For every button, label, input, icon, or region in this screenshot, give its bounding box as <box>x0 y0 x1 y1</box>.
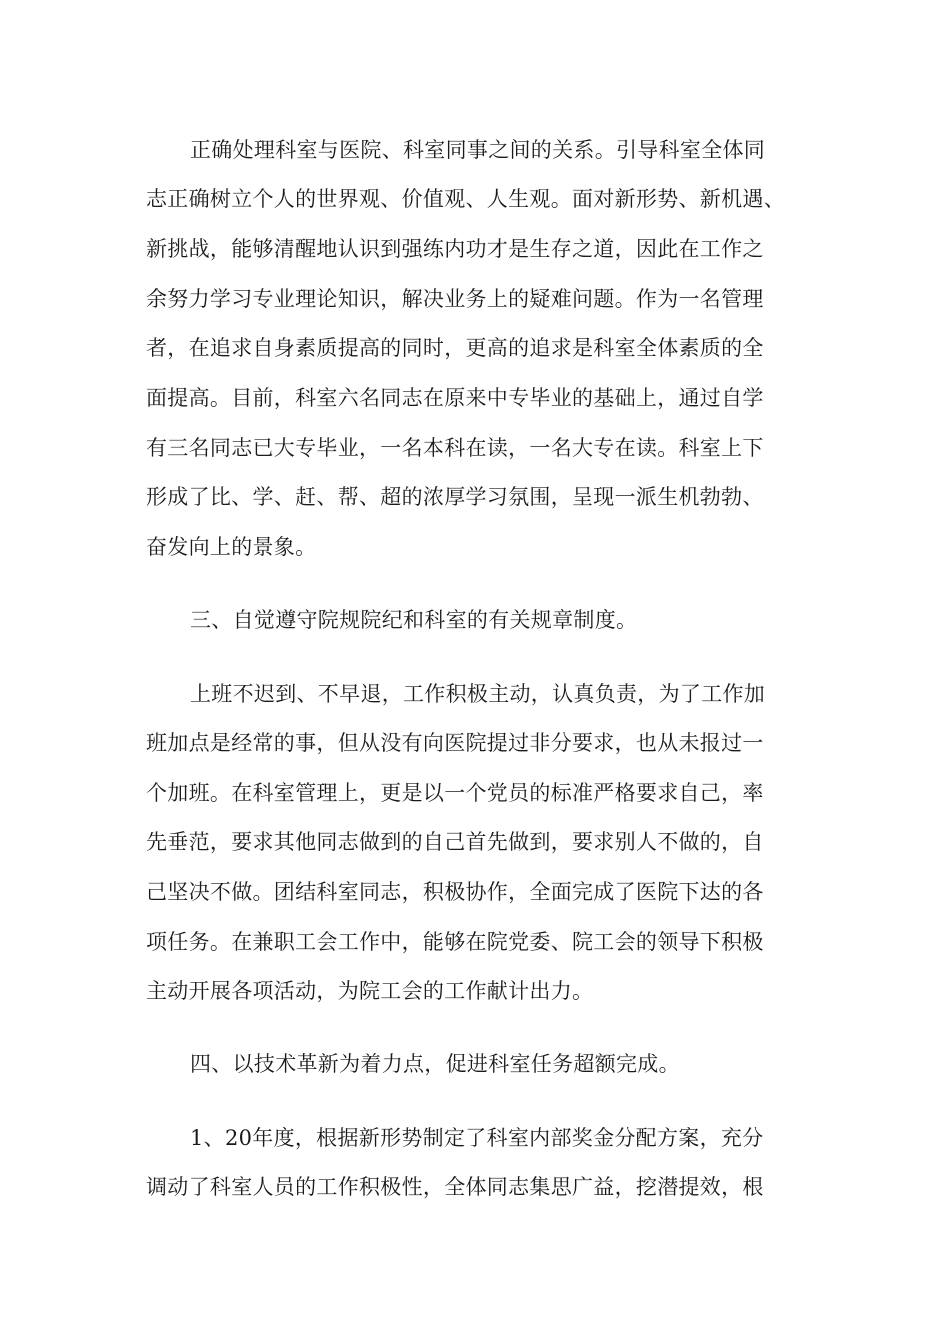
paragraph-1-line-5: 者，在追求自身素质提高的同时，更高的追求是科室全体素质的全 <box>146 336 764 360</box>
paragraph-2-line-1: 上班不迟到、不早退，工作积极主动，认真负责，为了工作加 <box>190 682 766 706</box>
paragraph-1-line-6: 面提高。目前，科室六名同志在原来中专毕业的基础上，通过自学 <box>146 386 764 410</box>
paragraph-2-line-5: 己坚决不做。团结科室同志，积极协作，全面完成了医院下达的各 <box>146 880 764 904</box>
paragraph-1-line-2: 志正确树立个人的世界观、价值观、人生观。面对新形势、新机遇、 <box>146 187 785 211</box>
paragraph-2-line-3: 个加班。在科室管理上，更是以一个党员的标准严格要求自己，率 <box>146 781 764 805</box>
paragraph-1-line-3: 新挑战，能够清醒地认识到强练内功才是生存之道，因此在工作之 <box>146 237 764 261</box>
paragraph-1-line-9: 奋发向上的景象。 <box>146 535 317 559</box>
paragraph-1-line-7: 有三名同志已大专毕业，一名本科在读，一名大专在读。科室上下 <box>146 436 764 460</box>
section-heading-4: 四、以技术革新为着力点，促进科室任务超额完成。 <box>190 1052 680 1076</box>
paragraph-3-line-1: 1、20年度，根据新形势制定了科室内部奖金分配方案，充分 <box>190 1126 764 1150</box>
paragraph-1-line-4: 余努力学习专业理论知识，解决业务上的疑难问题。作为一名管理 <box>146 287 764 311</box>
paragraph-2-line-6: 项任务。在兼职工会工作中，能够在院党委、院工会的领导下积极 <box>146 930 764 954</box>
paragraph-1-line-1: 正确处理科室与医院、科室同事之间的关系。引导科室全体同 <box>190 138 766 162</box>
paragraph-1-line-8: 形成了比、学、赶、帮、超的浓厚学习氛围，呈现一派生机勃勃、 <box>146 485 764 509</box>
section-heading-3: 三、自觉遵守院规院纪和科室的有关规章制度。 <box>190 608 638 632</box>
paragraph-2-line-4: 先垂范，要求其他同志做到的自己首先做到，要求别人不做的，自 <box>146 830 764 854</box>
paragraph-3-line-2: 调动了科室人员的工作积极性，全体同志集思广益，挖潜提效，根 <box>146 1175 764 1199</box>
paragraph-2-line-2: 班加点是经常的事，但从没有向医院提过非分要求，也从未报过一 <box>146 731 764 755</box>
paragraph-2-line-7: 主动开展各项活动，为院工会的工作献计出力。 <box>146 979 594 1003</box>
